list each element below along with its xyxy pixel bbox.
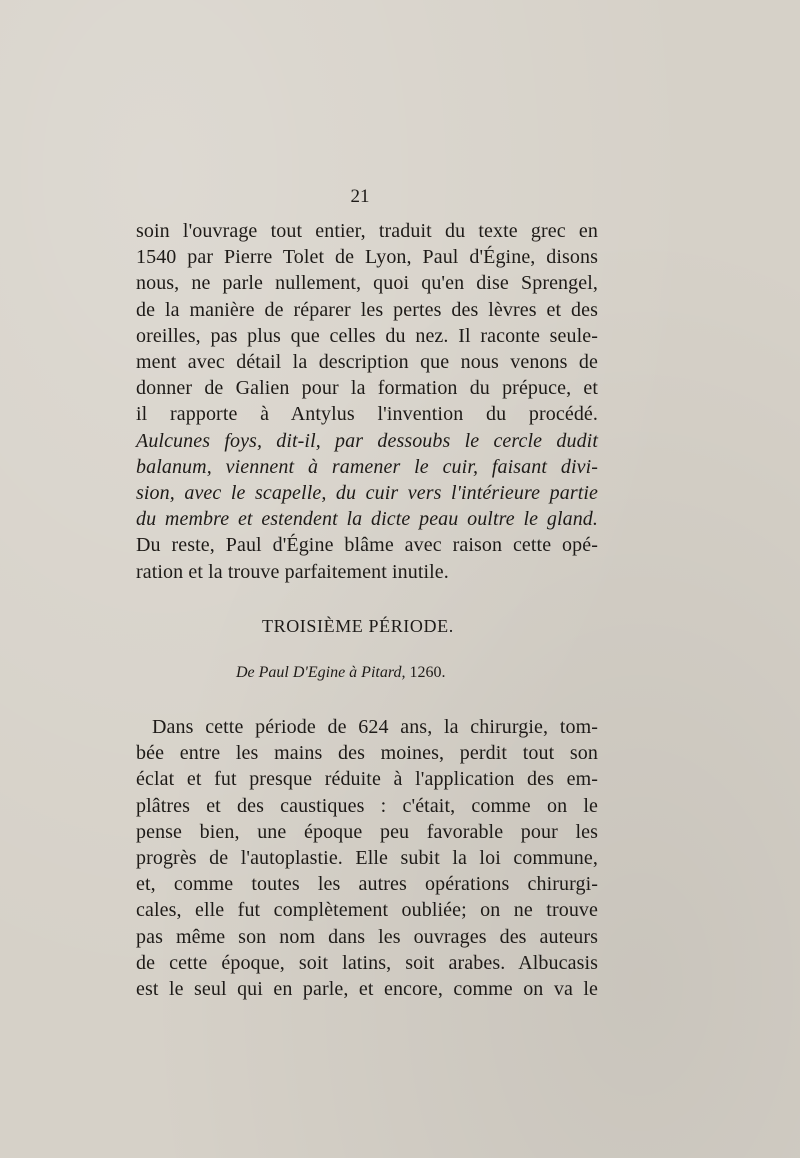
- quote-line: Aulcunes foys, dit-il, par dessoubs le cercle dudit: [136, 429, 598, 452]
- page-number: 21: [350, 186, 370, 207]
- text-line: nous, ne parle nullement, quoi qu'en dise Sprengel,: [136, 272, 598, 295]
- text-line: et, comme toutes les autres opérations chirurgi-: [136, 873, 598, 896]
- text-line: 1540 par Pierre Tolet de Lyon, Paul d'Égine, disons: [136, 246, 598, 269]
- text-line: de cette époque, soit latins, soit arabes. Albucasis: [136, 951, 598, 974]
- text-line: est le seul qui en parle, et encore, comme on va le: [136, 978, 598, 1001]
- text-line: pas même son nom dans les ouvrages des auteurs: [136, 925, 598, 948]
- section-subtitle: [236, 664, 445, 682]
- section-subtitle-year: 1260.: [405, 664, 446, 681]
- text-line: progrès de l'autoplastie. Elle subit la loi commune,: [136, 847, 598, 870]
- text-line: ment avec détail la description que nous venons de: [136, 351, 598, 374]
- quote-line: du membre et estendent la dicte peau oultre le gland.: [136, 508, 598, 531]
- section-subtitle-names: De Paul D'Egine à Pitard,: [236, 664, 406, 681]
- text-line: pense bien, une époque peu favorable pour les: [136, 820, 598, 843]
- text-line: donner de Galien pour la formation du prépuce, et: [136, 377, 598, 400]
- text-line: Du reste, Paul d'Égine blâme avec raison cette opé-: [136, 534, 598, 557]
- text-line: oreilles, pas plus que celles du nez. Il raconte seule-: [136, 324, 598, 347]
- text-line: soin l'ouvrage tout entier, traduit du texte grec en: [136, 220, 598, 242]
- quote-line: balanum, viennent à ramener le cuir, faisant divi-: [136, 455, 598, 478]
- text-line: bée entre les mains des moines, perdit tout son: [136, 742, 598, 765]
- paragraph-third-period: [136, 714, 598, 1002]
- text-line: plâtres et des caustiques : c'était, comme on le: [136, 794, 598, 817]
- text-line: il rapporte à Antylus l'invention du procédé.: [136, 403, 598, 426]
- text-line: de la manière de réparer les pertes des lèvres et des: [136, 298, 598, 321]
- section-title: TROISIÈME PÉRIODE.: [262, 616, 454, 636]
- text-line: ration et la trouve parfaitement inutile.: [136, 560, 449, 583]
- text-line: éclat et fut presque réduite à l'application des em-: [136, 768, 598, 791]
- quote-line: sion, avec le scapelle, du cuir vers l'intérieure partie: [136, 482, 598, 505]
- text-line: Dans cette période de 624 ans, la chirurgie, tom-: [152, 716, 598, 738]
- text-line: cales, elle fut complètement oubliée; on ne trouve: [136, 899, 598, 922]
- paragraph-paul-egine: [136, 218, 598, 585]
